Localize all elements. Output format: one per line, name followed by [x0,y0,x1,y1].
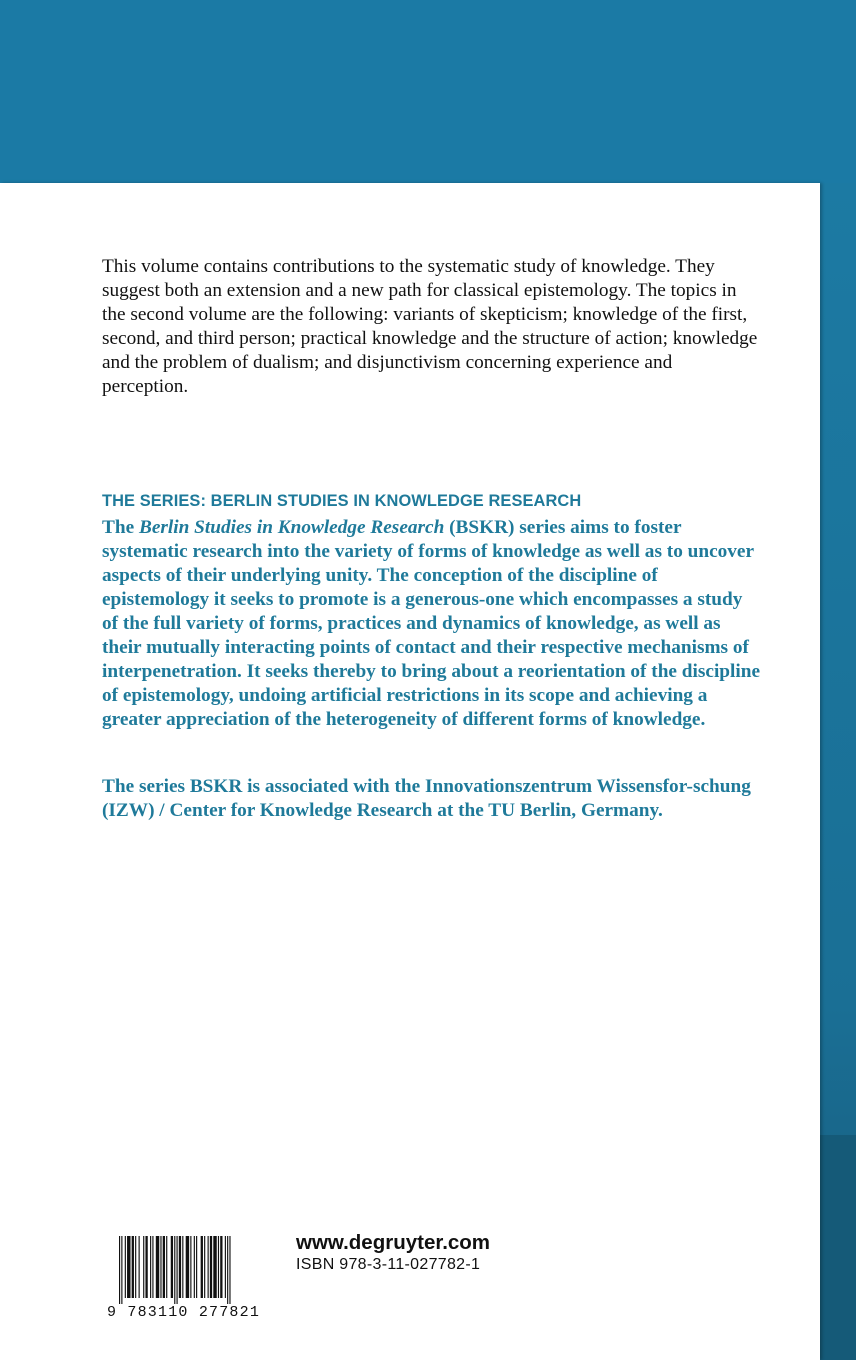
isbn-number: ISBN 978-3-11-027782-1 [296,1256,481,1273]
barcode-bar [119,1236,120,1304]
series-title-italic: Berlin Studies in Knowledge Research [138,517,445,538]
barcode-bar [204,1236,205,1298]
barcode-bar [229,1236,230,1304]
barcode-bar [218,1236,219,1298]
barcode-bar [208,1236,209,1298]
series-description [102,516,762,732]
barcode-bar [171,1236,173,1298]
barcode-bar [166,1236,167,1298]
publisher-url[interactable]: www.degruyter.com [296,1231,491,1254]
barcode-bar [227,1236,228,1304]
cover-edge-shadow [820,1135,856,1360]
barcode-bar [190,1236,191,1298]
barcode-bar [186,1236,189,1298]
barcode-bar [163,1236,165,1298]
barcode-bar [121,1236,122,1304]
barcode-bar [182,1236,183,1298]
series-association: The series BSKR is associated with the Innovationszentrum Wissensfor-schung (IZW) / Center for Knowledge Research at the TU Berlin, Germany. [102,776,751,821]
barcode-bar [179,1236,181,1298]
barcode-bar [210,1236,212,1298]
barcode-bar [196,1236,197,1298]
barcode-bar [160,1236,161,1298]
barcode-bar [174,1236,175,1304]
barcode-bar [156,1236,159,1298]
barcode-bar [135,1236,136,1298]
book-description: This volume contains contributions to the systematic study of knowledge. They suggest both an extension and a new path for classical epistemology. The topics in the second volume are the following: variants of skepticism; knowledge of the first, second, and third person; practical knowledge and the structure of action; knowledge and the problem of dualism; and disjunctivism concerning experience and perception. [102,256,758,397]
barcode-digits: 9 783110 277821 [107,1304,261,1318]
barcode-bar [150,1236,151,1298]
barcode-bar [125,1236,126,1298]
barcode-bars [119,1236,231,1304]
series-description-prefix: The [102,517,139,538]
barcode-bar [213,1236,216,1298]
barcode-bar [201,1236,203,1298]
barcode-bar [177,1236,178,1304]
barcode-bar [225,1236,226,1298]
barcode-bar [220,1236,222,1298]
barcode-bar [152,1236,153,1298]
barcode-bar [139,1236,140,1298]
isbn-barcode [105,1236,271,1318]
barcode-bar [143,1236,144,1298]
series-heading: THE SERIES: BERLIN STUDIES IN KNOWLEDGE RESEARCH [102,492,582,510]
barcode-bar [127,1236,130,1298]
barcode-bar [194,1236,195,1298]
barcode-bar [145,1236,147,1298]
barcode-bar [132,1236,134,1298]
series-description-rest: (BSKR) series aims to foster systematic research into the variety of forms of knowledge as well as to uncover aspects of their underlying unity. The conception of the discipline of epistemology it seeks to promote is a generous-one which encompasses a study of the full variety of forms, practices and dynamics of knowledge, as well as their mutually interacting points of contact and their respective mechanisms of interpenetration. It seeks thereby to bring about a reorientation of the discipline of epistemology, undoing artificial restrictions in its scope and achieving a greater appreciation of the heterogeneity of different forms of knowledge. [102,517,761,730]
